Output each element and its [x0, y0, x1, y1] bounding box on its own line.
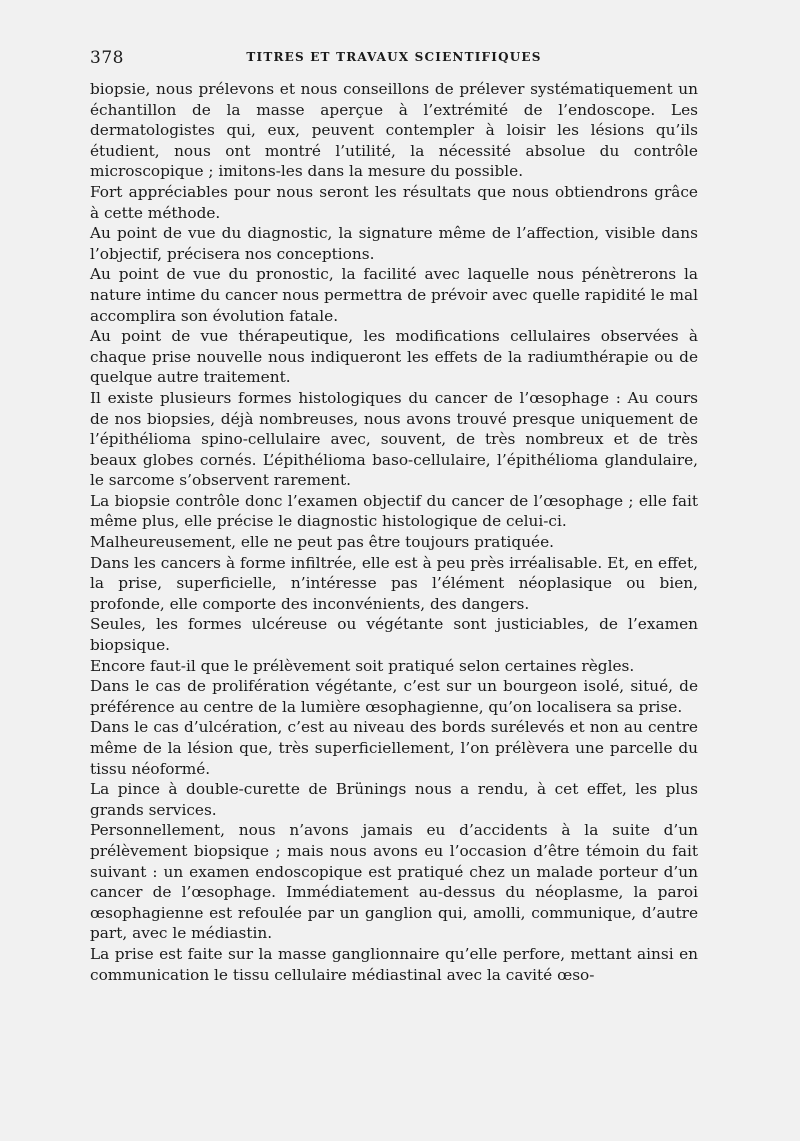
paragraph: Au point de vue du pronostic, la facilité avec laquelle nous pénètrerons la nature intime du cancer nous permettra de prévoir avec quelle rapidité le mal accomplira son évolution fatale. [90, 265, 698, 325]
paragraph: La pince à double-curette de Brünings nous a rendu, à cet effet, les plus grands services. [90, 780, 698, 819]
paragraph: Dans le cas de prolifération végétante, c’est sur un bourgeon isolé, situé, de préférence au centre de la lumière œsophagienne, qu’on localisera sa prise. [90, 677, 698, 716]
paragraph: Au point de vue du diagnostic, la signature même de l’affection, visible dans l’objectif, précisera nos conceptions. [90, 224, 698, 263]
paragraph: Il existe plusieurs formes histologiques du cancer de l’œsophage : Au cours de nos biopsies, déjà nombreuses, nous avons trouvé presque uniquement de l’épithélioma spino-cellulaire avec, souvent, de très nombreux et de très beaux globes cornés. L’épithélioma baso-cellulaire, l’épithélioma glandulaire, le sarcome s’observent rarement. [90, 388, 698, 490]
paragraph: biopsie, nous prélevons et nous conseillons de prélever systématiquement un échantillon de la masse aperçue à l’extrémité de l’endoscope. Les dermatologistes qui, eux, peuvent contempler à loisir les lésions qu’ils étudient, nous ont montré l’utilité, la nécessité absolue du contrôle microscopique ; imitons-les dans la mesure du possible. [90, 80, 698, 181]
paragraph: Dans les cancers à forme infiltrée, elle est à peu près irréalisable. Et, en effet, la prise, superficielle, n’intéresse pas l’élément néoplasique ou bien, profonde, elle comporte des inconvénients, des dangers. [90, 553, 698, 613]
running-title: TITRES ET TRAVAUX SCIENTIFIQUES [246, 50, 542, 64]
paragraph: Seules, les formes ulcéreuse ou végétante sont justiciables, de l’examen biopsique. [90, 615, 698, 655]
paragraph: Personnellement, nous n’avons jamais eu d’accidents à la suite d’un prélèvement biopsique ; mais nous avons eu l’occasion d’être témoin du fait suivant : un examen endoscopique est pratiqué chez un malade porteur d’un cancer de l’œsophage. Immédiatement au-dessus du néoplasme, la paroi œsophagienne est refoulée par un ganglion qui, amolli, communique, d’autre part, avec le médiastin. [90, 821, 698, 943]
paragraph: Fort appréciables pour nous seront les résultats que nous obtiendrons grâce à cette méthode. [90, 182, 698, 222]
paragraph: La prise est faite sur la masse ganglionnaire qu’elle perfore, mettant ainsi en communication le tissu cellulaire médiastinal avec la cavité œso- [90, 944, 698, 984]
paragraph: Au point de vue thérapeutique, les modifications cellulaires observées à chaque prise nouvelle nous indiqueront les effets de la radiumthérapie ou de quelque autre traitement. [90, 327, 698, 387]
paragraph: Malheureusement, elle ne peut pas être toujours pratiquée. [90, 533, 555, 552]
page-header [90, 48, 698, 72]
paragraph: La biopsie contrôle donc l’examen objectif du cancer de l’œsophage ; elle fait même plus, elle précise le diagnostic histologique de celui-ci. [90, 491, 698, 531]
body-text [90, 79, 698, 985]
paragraph: Dans le cas d’ulcération, c’est au niveau des bords surélevés et non au centre même de la lésion que, très superficiellement, l’on prélèvera une parcelle du tissu néoformé. [90, 718, 698, 778]
paragraph: Encore faut-il que le prélèvement soit pratiqué selon certaines règles. [90, 656, 635, 675]
page-number: 378 [90, 48, 124, 68]
